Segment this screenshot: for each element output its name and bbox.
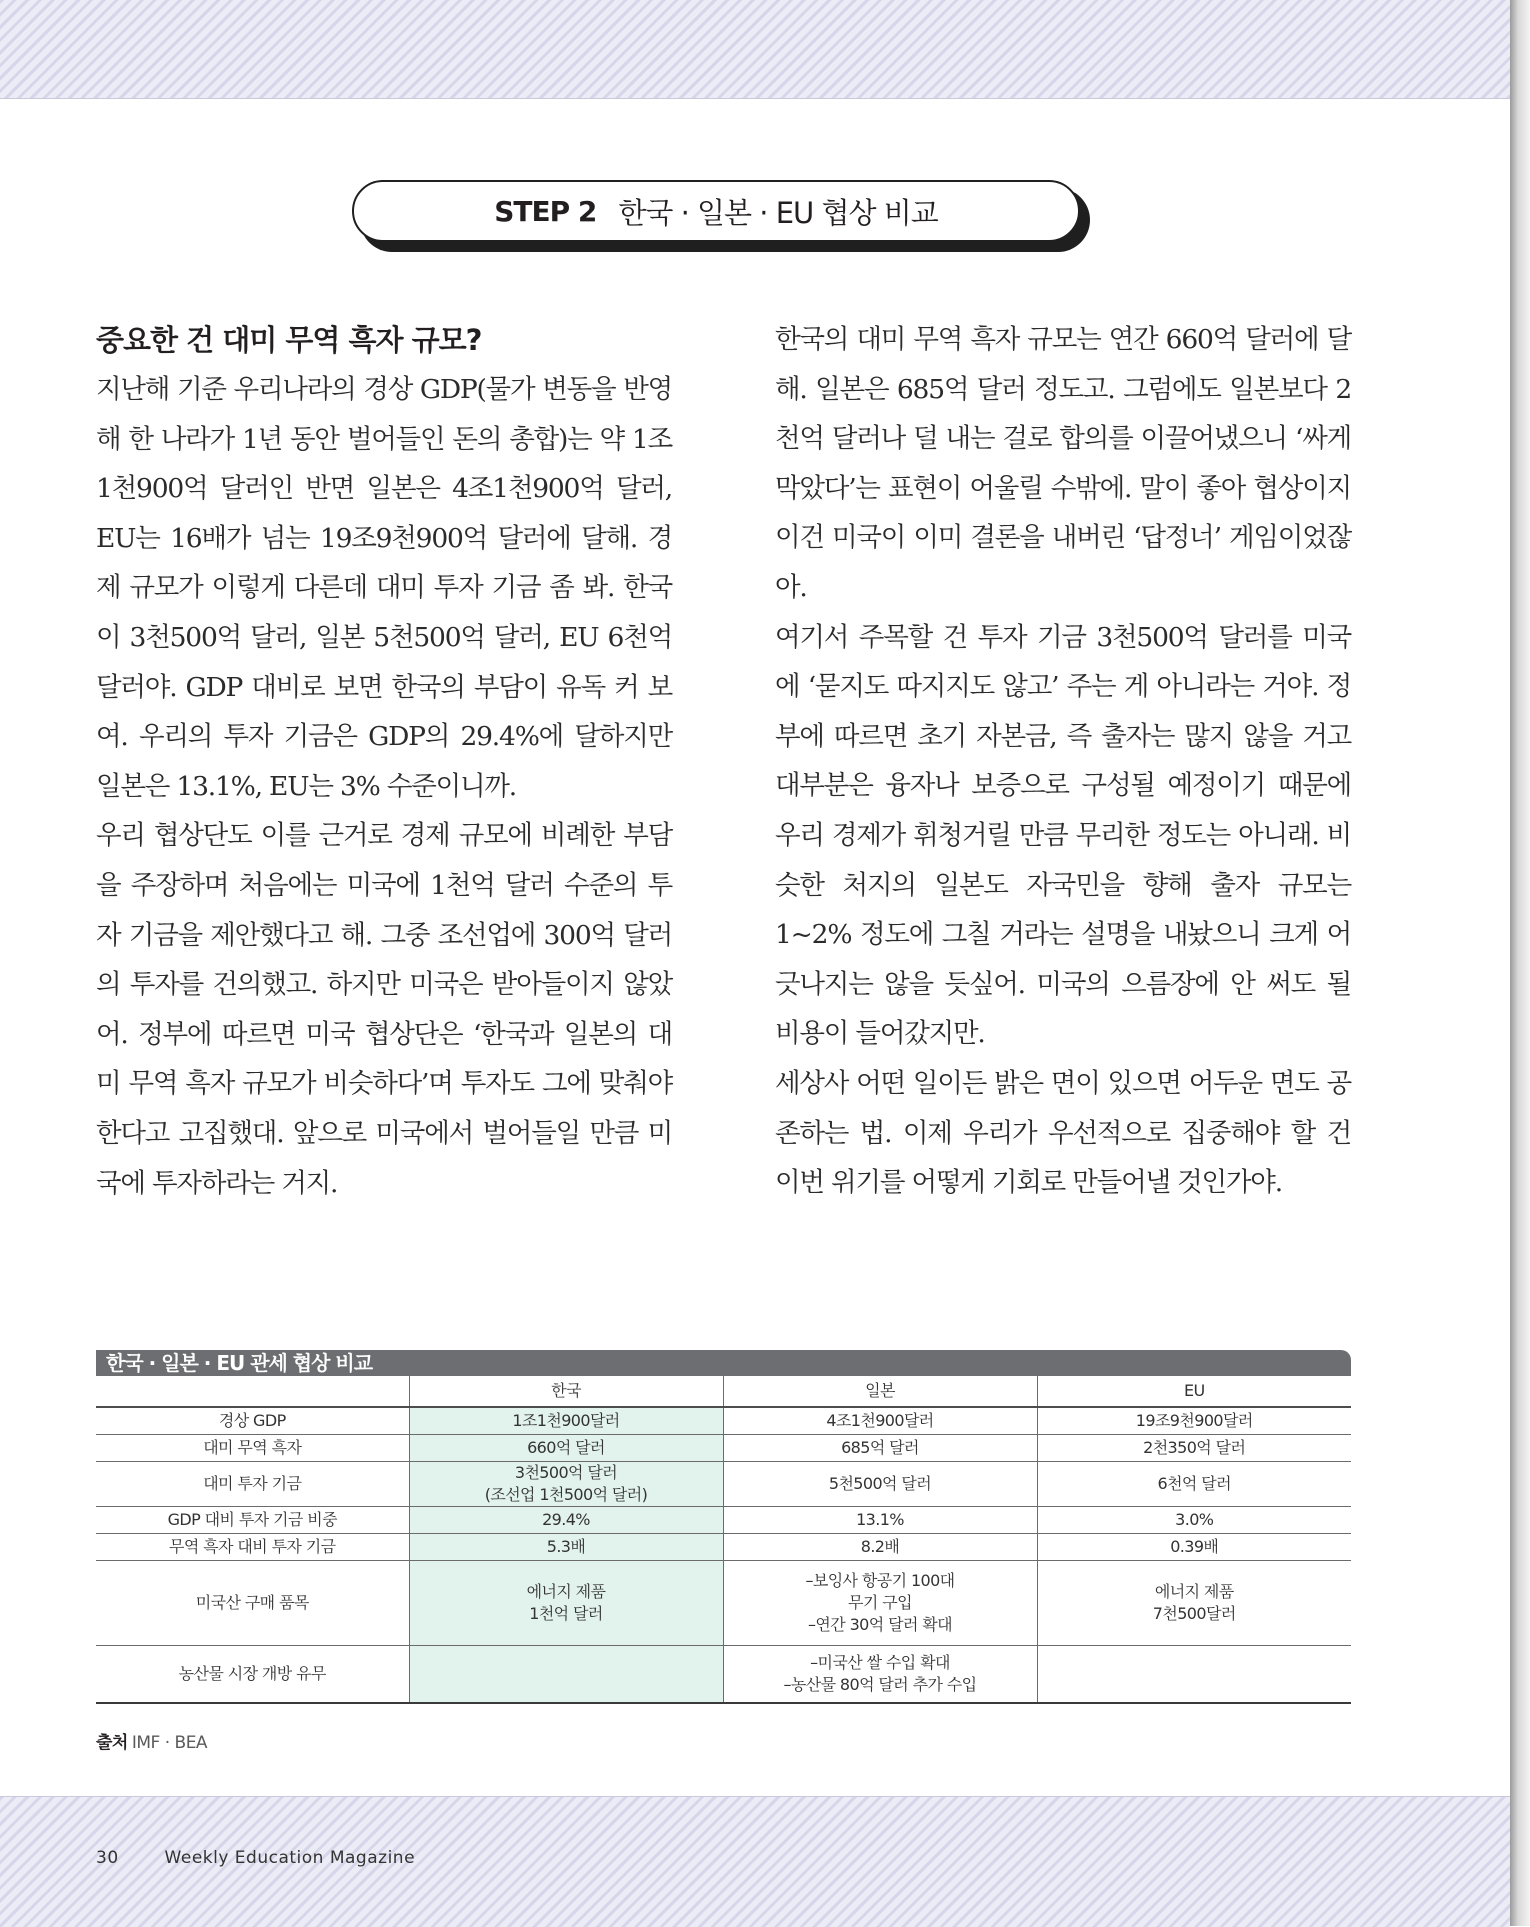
table-row (96, 1434, 1351, 1461)
header-japan: 일본 (723, 1376, 1037, 1407)
comparison-table-block (96, 1350, 1351, 1704)
cell-line: 에너지 제품 (526, 1581, 606, 1601)
step-label: STEP 2 (494, 194, 597, 228)
step-title: 한국 · 일본 · EU 협상 비교 (618, 195, 938, 230)
section-heading: 중요한 건 대미 무역 흑자 규모? (96, 323, 482, 357)
cell-line: 1천억 달러 (529, 1603, 603, 1623)
cell-line: 3천500억 달러 (514, 1462, 618, 1482)
right-paragraph-2: 여기서 주목할 건 투자 기금 3천500억 달러를 미국에 ‘묻지도 따지지도 않고’ 주는 게 아니라는 거야. 정부에 따르면 초기 자본금, 즉 출자는 많지 않을 거고 대부분은 융자나 보증으로 구성될 예정이기 때문에 우리 경제가 휘청거릴 만큼 무리한 정도는 아니래. 비슷한 처지의 일본도 자국민을 향해 출자 규모는 1~2% 정도에 그칠 거라는 설명을 내놨으니 크게 어긋나지는 않을 듯싶어. 미국의 으름장에 안 써도 될 비용이 들어갔지만. (775, 621, 1351, 1050)
step-banner (352, 180, 1092, 254)
cell-line: 13.1% (856, 1509, 904, 1529)
cell-eu (1037, 1533, 1351, 1560)
cell-eu (1037, 1461, 1351, 1506)
page-number: 30 (96, 1848, 119, 1868)
cell-line: 7천500달러 (1152, 1603, 1236, 1623)
table-row (96, 1461, 1351, 1506)
cell-line: –미국산 쌀 수입 확대 (810, 1652, 950, 1672)
left-paragraph-1: 지난해 기준 우리나라의 경상 GDP(물가 변동을 반영해 한 나라가 1년 동안 벌어들인 돈의 총합)는 약 1조1천900억 달러인 반면 일본은 4조1천900억 달러, EU는 16배가 넘는 19조9천900억 달러에 달해. 경제 규모가 이렇게 다른데 대미 투자 기금 좀 봐. 한국이 3천500억 달러, 일본 5천500억 달러, EU 6천억 달러야. GDP 대비로 보면 한국의 부담이 유독 커 보여. 우리의 투자 기금은 GDP의 29.4%에 달하지만 일본은 13.1%, EU는 3% 수준이니까. (96, 374, 672, 802)
cell-japan (723, 1645, 1037, 1703)
cell-line: 5.3배 (546, 1536, 586, 1556)
top-pattern-band (0, 0, 1510, 99)
cell-line: 660억 달러 (527, 1437, 605, 1457)
source-text: IMF · BEA (131, 1733, 208, 1753)
table-title: 한국 · 일본 · EU 관세 협상 비교 (96, 1350, 1351, 1376)
cell-eu (1037, 1407, 1351, 1434)
cell-line: –농산물 80억 달러 추가 수입 (783, 1674, 977, 1694)
cell-eu (1037, 1506, 1351, 1533)
cell-eu (1037, 1645, 1351, 1703)
left-column (96, 315, 672, 1208)
cell-korea (409, 1533, 723, 1560)
cell-line: 8.2배 (860, 1536, 900, 1556)
comparison-table (96, 1376, 1351, 1704)
header-blank (96, 1376, 409, 1407)
cell-line: 6천억 달러 (1157, 1473, 1231, 1493)
cell-korea (409, 1645, 723, 1703)
table-row (96, 1407, 1351, 1434)
table-body (96, 1407, 1351, 1703)
magazine-name: Weekly Education Magazine (164, 1848, 416, 1868)
cell-line: 2천350억 달러 (1143, 1437, 1246, 1457)
table-row (96, 1533, 1351, 1560)
step-banner-pill (352, 180, 1080, 242)
right-paragraph-3: 세상사 어떤 일이든 밝은 면이 있으면 어두운 면도 공존하는 법. 이제 우리가 우선적으로 집중해야 할 건 이번 위기를 어떻게 기회로 만들어낼 것인가야. (775, 1067, 1351, 1199)
cell-line: 5천500억 달러 (828, 1473, 932, 1493)
table-row (96, 1506, 1351, 1533)
row-label: 무역 흑자 대비 투자 기금 (96, 1533, 409, 1560)
cell-line: –연간 30억 달러 확대 (807, 1614, 952, 1634)
cell-japan (723, 1407, 1037, 1434)
cell-line: 3.0% (1175, 1509, 1214, 1529)
cell-korea (409, 1506, 723, 1533)
row-label: 대미 무역 흑자 (96, 1434, 409, 1461)
cell-japan (723, 1560, 1037, 1645)
cell-line: 4조1천900달러 (826, 1410, 934, 1430)
cell-line: (조선업 1천500억 달러) (484, 1484, 648, 1504)
cell-line: 에너지 제품 (1154, 1581, 1234, 1601)
cell-line: 685억 달러 (841, 1437, 919, 1457)
page-footer (96, 1848, 415, 1868)
header-korea: 한국 (409, 1376, 723, 1407)
cell-korea (409, 1434, 723, 1461)
row-label: 경상 GDP (96, 1407, 409, 1434)
right-paragraph-1: 한국의 대미 무역 흑자 규모는 연간 660억 달러에 달해. 일본은 685억 달러 정도고. 그럼에도 일본보다 2천억 달러나 덜 내는 걸로 합의를 이끌어냈으니 ‘싸게 막았다’는 표현이 어울릴 수밖에. 말이 좋아 협상이지 이건 미국이 이미 결론을 내버린 ‘답정너’ 게임이었잖아. (775, 324, 1351, 603)
cell-korea (409, 1461, 723, 1506)
cell-korea (409, 1407, 723, 1434)
page-edge (1510, 0, 1530, 1926)
row-label: GDP 대비 투자 기금 비중 (96, 1506, 409, 1533)
table-row (96, 1645, 1351, 1703)
cell-japan (723, 1506, 1037, 1533)
cell-line: 1조1천900달러 (512, 1410, 620, 1430)
cell-line: –보잉사 항공기 100대 (805, 1570, 955, 1590)
cell-eu (1037, 1434, 1351, 1461)
table-header-row (96, 1376, 1351, 1407)
cell-line: 19조9천900달러 (1135, 1410, 1253, 1430)
cell-line: 0.39배 (1170, 1536, 1219, 1556)
row-label: 대미 투자 기금 (96, 1461, 409, 1506)
cell-line: 무기 구입 (848, 1592, 912, 1612)
row-label: 농산물 시장 개방 유무 (96, 1645, 409, 1703)
right-column (775, 315, 1351, 1208)
source-label: 출처 (96, 1733, 128, 1753)
table-row (96, 1560, 1351, 1645)
cell-japan (723, 1434, 1037, 1461)
cell-eu (1037, 1560, 1351, 1645)
row-label: 미국산 구매 품목 (96, 1560, 409, 1645)
header-eu: EU (1037, 1376, 1351, 1407)
left-paragraph-2: 우리 협상단도 이를 근거로 경제 규모에 비례한 부담을 주장하며 처음에는 미국에 1천억 달러 수준의 투자 기금을 제안했다고 해. 그중 조선업에 300억 달러의 투자를 건의했고. 하지만 미국은 받아들이지 않았어. 정부에 따르면 미국 협상단은 ‘한국과 일본의 대미 무역 흑자 규모가 비슷하다’며 투자도 그에 맞춰야 한다고 고집했대. 앞으로 미국에서 벌어들일 만큼 미국에 투자하라는 거지. (96, 820, 672, 1199)
cell-korea (409, 1560, 723, 1645)
cell-japan (723, 1533, 1037, 1560)
cell-line: 29.4% (542, 1509, 590, 1529)
cell-japan (723, 1461, 1037, 1506)
source-note (96, 1728, 207, 1753)
